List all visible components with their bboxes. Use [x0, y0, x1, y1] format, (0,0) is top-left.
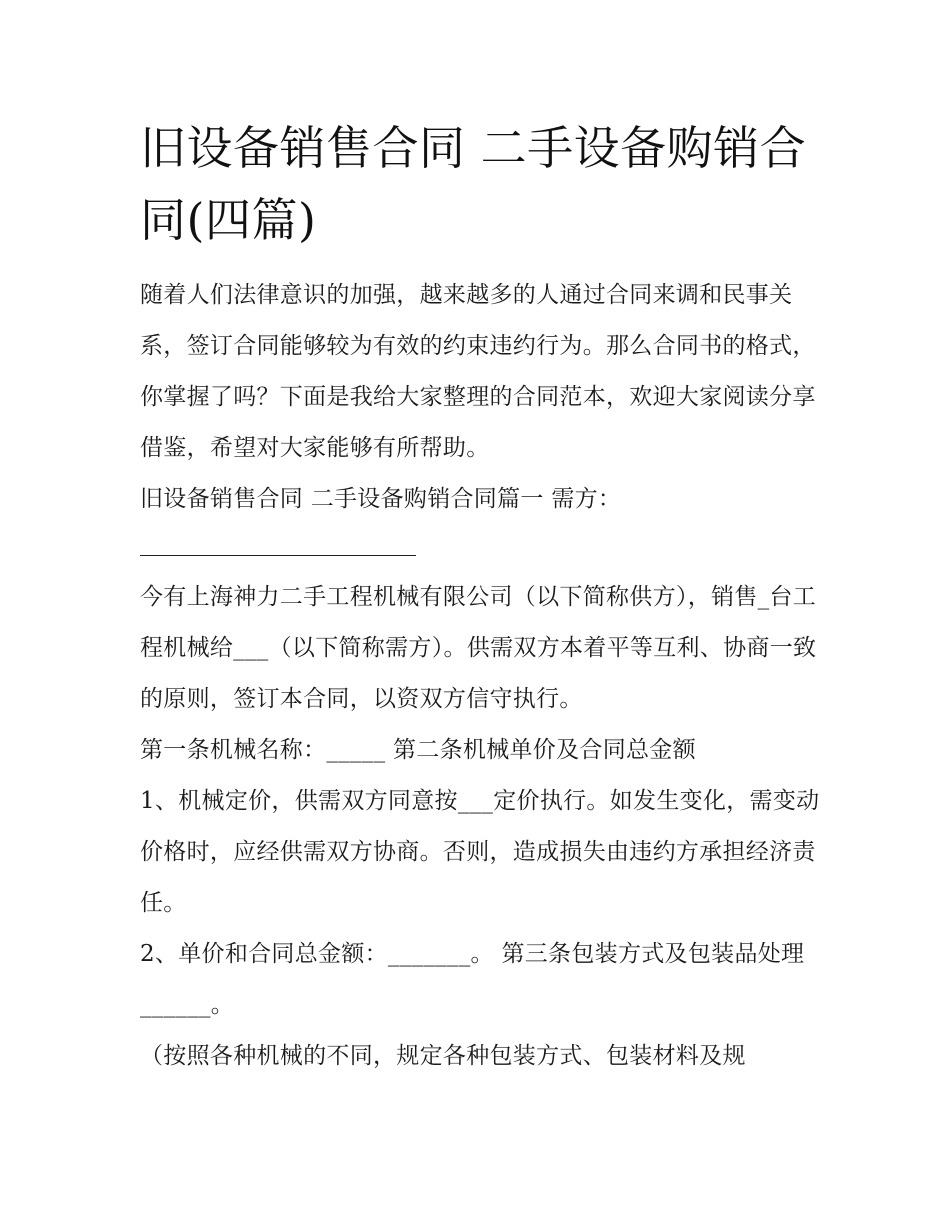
paragraph-pricing: 1、机械定价，供需双方同意按___定价执行。如发生变化，需变动价格时，应经供需双方协商。否则，造成损失由违约方承担经济责任。: [140, 788, 820, 916]
section-heading: 旧设备销售合同 二手设备购销合同篇一 需方：: [140, 486, 622, 512]
document-title: 旧设备销售合同 二手设备购销合同(四篇): [140, 121, 807, 247]
paragraph-total-amount: 2、单价和合同总金额：_______。 第三条包装方式及包装品处理______。: [140, 941, 805, 1018]
document-body: [140, 112, 820, 1082]
paragraph-parties: 今有上海神力二手工程机械有限公司（以下简称供方），销售_台工程机械给___（以下简称需方）。供需双方本着平等互利、协商一致的原则，签订本合同，以资双方信守执行。: [140, 584, 817, 712]
intro-paragraph: 随着人们法律意识的加强，越来越多的人通过合同来调和民事关系，签订合同能够较为有效的约束违约行为。那么合同书的格式，你掌握了吗？下面是我给大家整理的合同范本，欢迎大家阅读分享借鉴，希望对大家能够有所帮助。: [140, 282, 816, 461]
paragraph-packaging: （按照各种机械的不同，规定各种包装方式、包装材料及规: [140, 1043, 746, 1069]
blank-signature-line: [140, 555, 416, 556]
paragraph-article-1: 第一条机械名称：_____ 第二条机械单价及合同总金额: [140, 737, 696, 763]
